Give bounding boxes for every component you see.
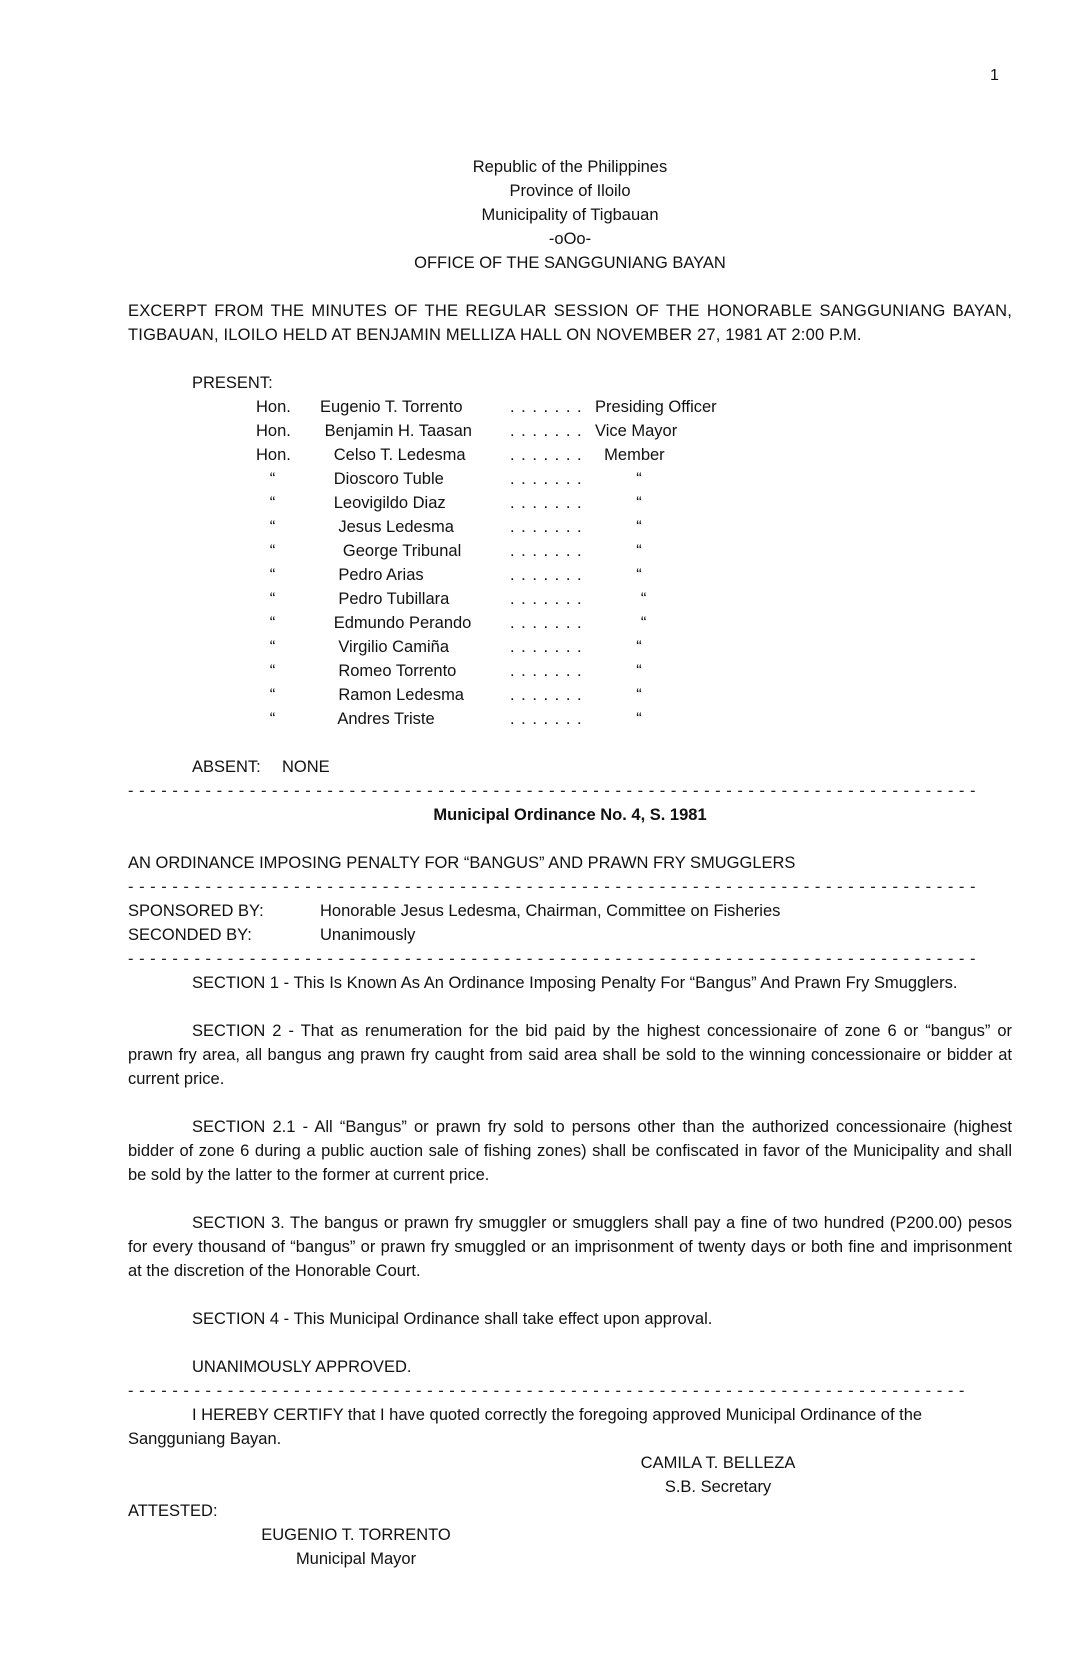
member-name: Celso T. Ledesma: [320, 446, 466, 464]
member-name: Edmundo Perando: [320, 614, 472, 632]
section-3: SECTION 3. The bangus or prawn fry smuggler or smugglers shall pay a fine of two hundred (P200.00) pesos for every thousand of “bangus” or prawn fry smuggled or an imprisonment of twenty days or both fine and imprisonment at the discretion of the Honorable Court.: [128, 1214, 1012, 1280]
member-name: Eugenio T. Torrento: [320, 398, 463, 416]
present-member-row: [256, 563, 1012, 587]
ordinance-title: Municipal Ordinance No. 4, S. 1981: [433, 806, 707, 824]
leader-dots: . . . . . . .: [510, 686, 583, 704]
divider: - - - - - - - - - - - - - - - - - - - - - - - - - - - - - - - - - - - - - - - - - - - - - - - - - - - - - - - - - - - - - - - - - - - - - - - - - - - - -: [128, 782, 976, 800]
seconded-label: SECONDED BY:: [128, 926, 252, 944]
member-role: “: [595, 590, 647, 608]
seconded-row: [128, 923, 1012, 947]
leader-dots: . . . . . . .: [510, 614, 583, 632]
leader-dots: . . . . . . .: [510, 638, 583, 656]
letterhead-line: Republic of the Philippines: [472, 158, 668, 176]
present-members-list: [128, 395, 1012, 731]
certification-text: I HEREBY CERTIFY that I have quoted correctly the foregoing approved Municipal Ordinance of the Sangguniang Bayan.: [128, 1406, 923, 1448]
present-member-row: [256, 395, 1012, 419]
secretary-title: S.B. Secretary: [664, 1478, 772, 1496]
member-prefix: “: [256, 614, 276, 632]
leader-dots: . . . . . . .: [510, 542, 583, 560]
leader-dots: . . . . . . .: [510, 590, 583, 608]
member-name: Jesus Ledesma: [320, 518, 454, 536]
member-prefix: “: [256, 518, 276, 536]
member-name: Leovigildo Diaz: [320, 494, 446, 512]
leader-dots: . . . . . . .: [510, 518, 583, 536]
member-prefix: “: [256, 470, 276, 488]
present-member-row: [256, 707, 1012, 731]
mayor-name: EUGENIO T. TORRENTO: [261, 1526, 451, 1544]
approval-statement: UNANIMOUSLY APPROVED.: [192, 1358, 412, 1376]
member-name: Pedro Tubillara: [320, 590, 450, 608]
letterhead-line: Municipality of Tigbauan: [481, 206, 659, 224]
member-role: “: [595, 566, 642, 584]
member-prefix: Hon.: [256, 398, 291, 416]
leader-dots: . . . . . . .: [510, 662, 583, 680]
present-member-row: [256, 515, 1012, 539]
present-member-row: [256, 491, 1012, 515]
section-4: SECTION 4 - This Municipal Ordinance shall take effect upon approval.: [192, 1310, 713, 1328]
present-member-row: [256, 635, 1012, 659]
divider: - - - - - - - - - - - - - - - - - - - - - - - - - - - - - - - - - - - - - - - - - - - - - - - - - - - - - - - - - - - - - - - - - - - - - - - - - - - - -: [128, 878, 976, 896]
secretary-name: CAMILA T. BELLEZA: [640, 1454, 796, 1472]
member-name: Ramon Ledesma: [320, 686, 464, 704]
present-member-row: [256, 587, 1012, 611]
absent-label: ABSENT:: [192, 758, 261, 776]
member-name: Benjamin H. Taasan: [320, 422, 472, 440]
present-member-row: [256, 659, 1012, 683]
ordinance-subject: AN ORDINANCE IMPOSING PENALTY FOR “BANGUS” AND PRAWN FRY SMUGGLERS: [128, 854, 796, 872]
leader-dots: . . . . . . .: [510, 446, 583, 464]
present-member-row: [256, 467, 1012, 491]
member-role: “: [595, 638, 642, 656]
leader-dots: . . . . . . .: [510, 710, 583, 728]
letterhead-line: OFFICE OF THE SANGGUNIANG BAYAN: [414, 254, 726, 272]
leader-dots: . . . . . . .: [510, 422, 583, 440]
leader-dots: . . . . . . .: [510, 398, 583, 416]
member-prefix: “: [256, 662, 276, 680]
member-prefix: “: [256, 590, 276, 608]
member-prefix: “: [256, 638, 276, 656]
member-prefix: Hon.: [256, 422, 291, 440]
letterhead-line: -oOo-: [548, 230, 592, 248]
letterhead-line: Province of Iloilo: [509, 182, 631, 200]
leader-dots: . . . . . . .: [510, 494, 583, 512]
sponsored-value: Honorable Jesus Ledesma, Chairman, Committee on Fisheries: [320, 902, 781, 920]
section-1: SECTION 1 - This Is Known As An Ordinance Imposing Penalty For “Bangus” And Prawn Fry Smugglers.: [192, 974, 958, 992]
present-label: PRESENT:: [192, 374, 273, 392]
present-member-row: [256, 419, 1012, 443]
present-member-row: [256, 683, 1012, 707]
present-member-row: [256, 539, 1012, 563]
leader-dots: . . . . . . .: [510, 470, 583, 488]
seconded-value: Unanimously: [320, 926, 416, 944]
member-name: Dioscoro Tuble: [320, 470, 444, 488]
page-number: 1: [990, 67, 999, 84]
excerpt-heading: EXCERPT FROM THE MINUTES OF THE REGULAR SESSION OF THE HONORABLE SANGGUNIANG BAYAN, TIGBAUAN, ILOILO HELD AT BENJAMIN MELLIZA HALL ON NOVEMBER 27, 1981 AT 2:00 P.M.: [128, 302, 1012, 344]
member-prefix: “: [256, 494, 276, 512]
secretary-signature: [128, 1451, 808, 1499]
member-prefix: “: [256, 542, 276, 560]
sponsored-row: [128, 899, 1012, 923]
present-member-row: [256, 443, 1012, 467]
document-body: [128, 155, 1012, 1571]
member-role: “: [595, 542, 642, 560]
member-role: “: [595, 662, 642, 680]
section-2-1: SECTION 2.1 - All “Bangus” or prawn fry sold to persons other than the authorized concessionaire (highest bidder of zone 6 during a public auction sale of fishing zones) shall be confiscated in favor of the Municipality and shall be sold by the latter to the former at current price.: [128, 1118, 1012, 1184]
member-name: Virgilio Camiña: [320, 638, 449, 656]
member-role: “: [595, 470, 642, 488]
member-role: Presiding Officer: [595, 398, 717, 416]
member-role: Vice Mayor: [595, 422, 678, 440]
member-role: “: [595, 614, 647, 632]
member-role: “: [595, 686, 642, 704]
divider: - - - - - - - - - - - - - - - - - - - - - - - - - - - - - - - - - - - - - - - - - - - - - - - - - - - - - - - - - - - - - - - - - - - - - - - - - - - -: [128, 1382, 965, 1400]
present-member-row: [256, 611, 1012, 635]
member-name: Pedro Arias: [320, 566, 424, 584]
attested-label: ATTESTED:: [128, 1502, 218, 1520]
mayor-title: Municipal Mayor: [295, 1550, 417, 1568]
member-prefix: “: [256, 710, 276, 728]
section-2: SECTION 2 - That as renumeration for the bid paid by the highest concessionaire of zone 6 or “bangus” or prawn fry area, all bangus ang prawn fry caught from said area shall be sold to the winning concessionaire or bidder at current price.: [128, 1022, 1012, 1088]
letterhead: [128, 155, 1012, 275]
member-role: “: [595, 710, 642, 728]
sponsored-label: SPONSORED BY:: [128, 902, 264, 920]
member-name: Andres Triste: [320, 710, 435, 728]
absent-row: [128, 755, 1012, 779]
member-role: “: [595, 518, 642, 536]
member-name: George Tribunal: [320, 542, 462, 560]
mayor-signature: [128, 1523, 456, 1571]
member-name: Romeo Torrento: [320, 662, 457, 680]
leader-dots: . . . . . . .: [510, 566, 583, 584]
absent-value: NONE: [282, 758, 330, 776]
member-prefix: “: [256, 566, 276, 584]
divider: - - - - - - - - - - - - - - - - - - - - - - - - - - - - - - - - - - - - - - - - - - - - - - - - - - - - - - - - - - - - - - - - - - - - - - - - - - - - -: [128, 950, 976, 968]
member-prefix: Hon.: [256, 446, 291, 464]
member-role: “: [595, 494, 642, 512]
member-role: Member: [595, 446, 665, 464]
member-prefix: “: [256, 686, 276, 704]
